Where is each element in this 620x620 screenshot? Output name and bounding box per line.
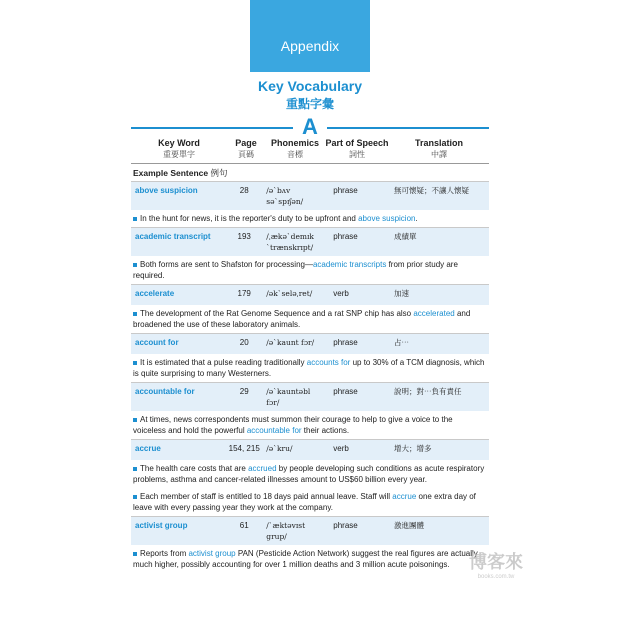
page-number: 179 — [237, 289, 251, 298]
phonemics: /`æktəvɪst grup/ — [266, 521, 306, 541]
highlighted-term: accounts for — [306, 358, 351, 367]
page-number: 154, 215 — [228, 444, 260, 453]
entry-row — [131, 383, 489, 411]
bullet-icon — [133, 217, 137, 221]
bullet-icon — [133, 495, 137, 499]
key-word: account for — [135, 338, 179, 347]
example-sentence: At times, news correspondents must summon their courage to help to give a voice to the voiceless and hold the powerful accountable for their actions. — [133, 415, 453, 435]
example-sentence: Reports from activist group PAN (Pesticide Action Network) suggest the real figures are actually much higher, possibly accounting for over 1 million deaths and 3 million acute poisonings. — [133, 549, 478, 569]
key-word: activist group — [135, 521, 188, 530]
entry-row — [131, 517, 489, 545]
section-letter: A — [293, 114, 327, 140]
page-number: 29 — [239, 387, 249, 396]
vocabulary-table — [131, 138, 489, 573]
phonemics: /ə`bʌv sə`spɪʃən/ — [266, 186, 304, 206]
vocab-entry — [131, 516, 489, 573]
vocab-entry — [131, 333, 489, 382]
part-of-speech: phrase — [333, 338, 358, 347]
entry-list — [131, 181, 489, 573]
entry-row — [131, 228, 489, 256]
phonemics: /ə`kauntəbl fɔr/ — [266, 387, 311, 407]
highlighted-term: activist group — [188, 549, 236, 558]
phonemics: /ˌækə`demɪk `trænskrɪpt/ — [266, 232, 314, 252]
highlighted-term: accelerated — [413, 309, 455, 318]
example-sentence: The health care costs that are accrued by people developing such conditions as acute respiratory problems, asthma and cancer-related illnesses amount to US$60 billion every year. — [133, 464, 485, 484]
bullet-icon — [133, 312, 137, 316]
example-sentence: In the hunt for news, it is the reporter's duty to be upfront and above suspicion. — [131, 210, 489, 227]
bullet-icon — [133, 418, 137, 422]
bullet-icon — [133, 467, 137, 471]
translation: 說明；對⋯負有責任 — [394, 387, 462, 396]
key-word: above suspicion — [135, 186, 198, 195]
highlighted-term: accrued — [248, 464, 277, 473]
appendix-label: Appendix — [280, 38, 340, 54]
highlighted-term: above suspicion — [358, 214, 416, 223]
entry-row — [131, 440, 489, 460]
appendix-tab — [250, 0, 370, 72]
key-word: accelerate — [135, 289, 175, 298]
translation: 無可懷疑；不讓人懷疑 — [394, 186, 470, 195]
page-number: 61 — [239, 521, 249, 530]
highlighted-term: accountable for — [246, 426, 302, 435]
translation: 激進團體 — [394, 521, 425, 530]
page-number: 20 — [239, 338, 249, 347]
bullet-icon — [133, 552, 137, 556]
phonemics: /ək`seləˌret/ — [266, 289, 313, 298]
example-sentence: Both forms are sent to Shafston for processing—academic transcripts from prior study are required. — [133, 260, 458, 280]
vocab-entry — [131, 181, 489, 227]
example-sentence-label: Example Sentence 例句 — [133, 168, 228, 178]
vocab-entry — [131, 439, 489, 516]
page-number: 193 — [237, 232, 251, 241]
entry-row — [131, 182, 489, 210]
highlighted-term: academic transcripts — [312, 260, 387, 269]
example-sentence: It is estimated that a pulse reading traditionally accounts for up to 30% of a TCM diagnosis, which is quite surprising to many Westerners. — [133, 358, 485, 378]
key-word: accrue — [135, 444, 161, 453]
page-title: Key Vocabulary — [257, 78, 362, 94]
part-of-speech: phrase — [333, 521, 358, 530]
vocab-entry — [131, 227, 489, 284]
phonemics: /ə`kru/ — [266, 444, 293, 453]
part-of-speech: verb — [333, 444, 349, 453]
vocab-entry — [131, 284, 489, 333]
header-page: Page 頁碼 — [235, 138, 257, 159]
header-phonemics: Phonemics 音標 — [270, 138, 319, 159]
example-sentence: Each member of staff is entitled to 18 days paid annual leave. Staff will accrue one extra day of leave with every passing year they work at the company. — [133, 492, 476, 512]
part-of-speech: phrase — [333, 232, 358, 241]
key-word: accountable for — [135, 387, 195, 396]
entry-row — [131, 285, 489, 305]
entry-row — [131, 334, 489, 354]
part-of-speech: verb — [333, 289, 349, 298]
phonemics: /ə`kaunt fɔr/ — [266, 338, 315, 347]
bullet-icon — [133, 263, 137, 267]
example-sentence: The development of the Rat Genome Sequence and a rat SNP chip has also accelerated and broadened the use of these laboratory animals. — [133, 309, 471, 329]
vocab-entry — [131, 382, 489, 439]
translation: 占⋯ — [394, 338, 410, 347]
translation: 加速 — [394, 289, 410, 298]
page-title-chinese: 重點字彙 — [285, 97, 334, 111]
header-key-word: Key Word 重要單字 — [158, 138, 200, 159]
header-part-of-speech: Part of Speech 詞性 — [325, 138, 389, 159]
header-translation: Translation 中譯 — [414, 138, 463, 159]
table-header — [131, 138, 489, 164]
highlighted-term: accrue — [392, 492, 417, 501]
key-word: academic transcript — [135, 232, 211, 241]
page-number: 28 — [239, 186, 249, 195]
part-of-speech: phrase — [333, 387, 358, 396]
translation: 增大；增多 — [394, 444, 432, 453]
bullet-icon — [133, 361, 137, 365]
watermark: 博客來 books.com.tw — [469, 552, 523, 580]
part-of-speech: phrase — [333, 186, 358, 195]
translation: 成績單 — [394, 232, 417, 241]
